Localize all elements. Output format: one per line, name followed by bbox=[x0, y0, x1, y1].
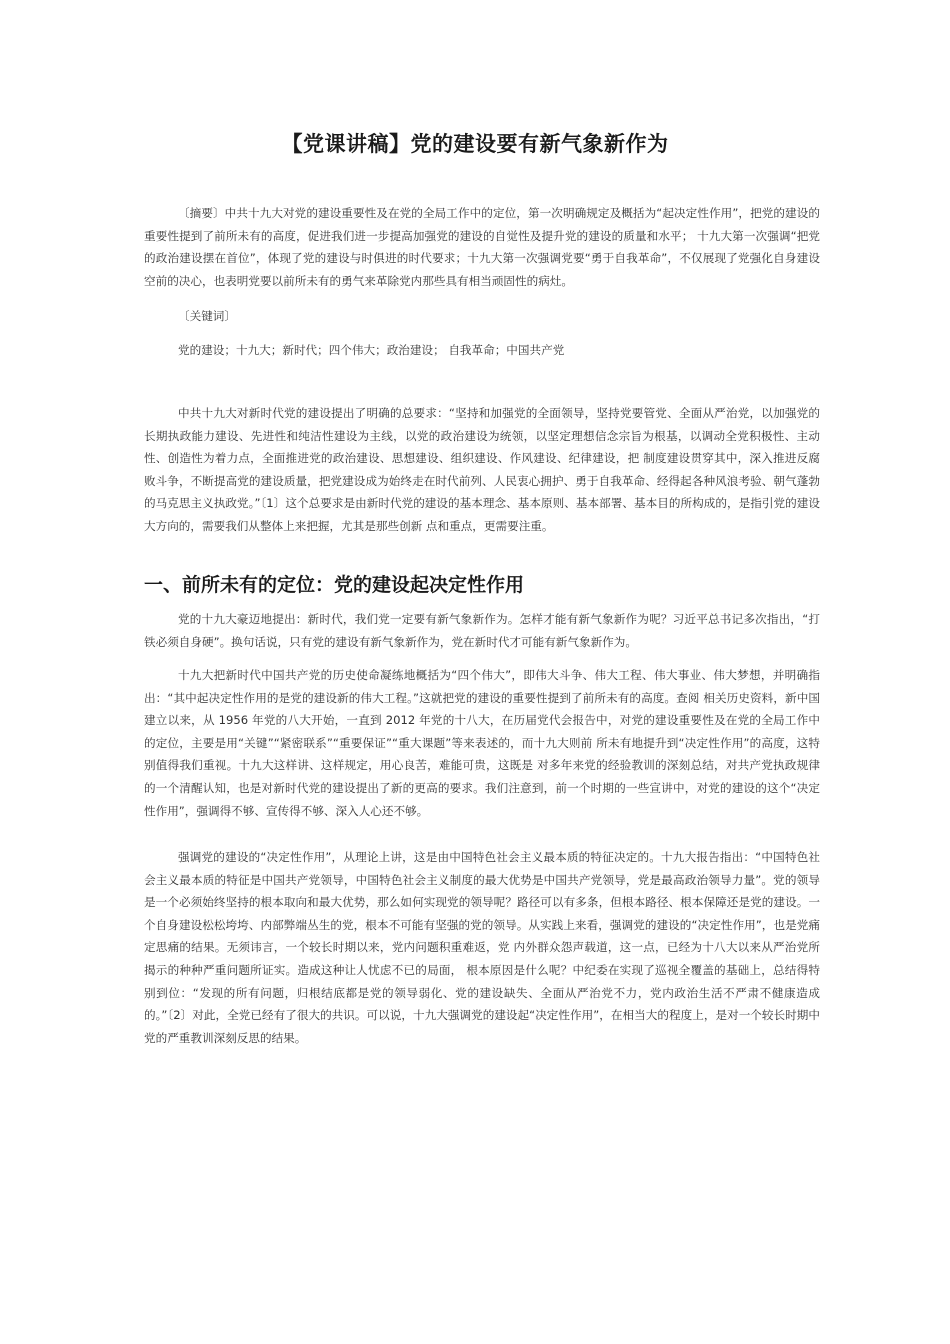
body-paragraph-2: 十九大把新时代中国共产党的历史使命凝练地概括为“四个伟大”，即伟大斗争、伟大工程、伟大事业、伟大梦想，并明确指出：“其中起决定性作用的是党的建设新的伟大工程。”这就把党的建设的重要性提到了前所未有的高度。查阅 相关历史资料，新中国建立以来，从 1956 年党的八大开始，一直到 2012 年党的十八大，在历届党代会报告中，对党的建设重要性及在党的全局工作中的定位，主要是用“关键”“紧密联系”“重要保证”“重大课题”等来表述的，而十九大则前 所未有地提升到“决定性作用”的高度，这特别值得我们重视。十九大这样讲、这样规定，用心良苦，难能可贵，这既是 对多年来党的经验教训的深刻总结，对共产党执政规律的一个清醒认知，也是对新时代党的建设提出了新的更高的要求。我们注意到，前一个时期的一些宣讲中，对党的建设的这个“决定性作用”，强调得不够、宣传得不够、深入人心还不够。 bbox=[144, 668, 820, 818]
intro-paragraph: 中共十九大对新时代党的建设提出了明确的总要求：“坚持和加强党的全面领导，坚持党要管党、全面从严治党，以加强党的长期执政能力建设、先进性和纯洁性建设为主线，以党的政治建设为统领，以坚定理想信念宗旨为根基，以调动全党积极性、主动性、创造性为着力点，全面推进党的政治建设、思想建设、组织建设、作风建设、纪律建设，把 制度建设贯穿其中，深入推进反腐败斗争，不断提高党的建设质量，把党建设成为始终走在时代前列、人民衷心拥护、勇于自我革命、经得起各种风浪考验、朝气蓬勃的马克思主义执政党。”〔1〕这个总要求是由新时代党的建设的基本理念、基本原则、基本部署、基本目的所构成的，是指引党的建设大方向的，需要我们从整体上来把握，尤其是那些创新 点和重点，更需要注重。 bbox=[144, 406, 820, 533]
body-paragraph-1: 党的十九大豪迈地提出：新时代，我们党一定要有新气象新作为。怎样才能有新气象新作为呢？习近平总书记多次指出，“打铁必须自身硬”。换句话说，只有党的建设有新气象新作为，党在新时代才可能有新气象新作为。 bbox=[144, 612, 820, 649]
document-title: 【党课讲稿】党的建设要有新气象新作为 bbox=[281, 132, 669, 156]
keywords-label: 〔关键词〕 bbox=[178, 309, 236, 323]
body-paragraph-3: 强调党的建设的“决定性作用”，从理论上讲，这是由中国特色社会主义最本质的特征决定的。十九大报告指出：“中国特色社会主义最本质的特征是中国共产党领导，中国特色社会主义制度的最大优势是中国共产党领导，党是最高政治领导力量”。党的领导是一个必须始终坚持的根本取向和最大优势，那么如何实现党的领导呢？路径可以有多条，但根本路径、根本保障还是党的建设。一个自身建设松松垮垮、内部弊端丛生的党，根本不可能有坚强的党的领导。从实践上来看，强调党的建设的“决定性作用”，也是党痛定思痛的结果。无须讳言，一个较长时期以来，党内问题积重难返，党 内外群众怨声载道，这一点，已经为十八大以来从严治党所揭示的种种严重问题所证实。造成这种让人忧虑不已的局面， 根本原因是什么呢？中纪委在实现了巡视全覆盖的基础上，总结得特别到位：“发现的所有问题，归根结底都是党的领导弱化、党的建设缺失、全面从严治党不力，党内政治生活不严肃不健康造成的。”〔2〕对此，全党已经有了很大的共识。可以说，十九大强调党的建设起“决定性作用”，在相当大的程度上，是对一个较长时期中党的严重教训深刻反思的结果。 bbox=[144, 850, 820, 1045]
keywords-text: 党的建设；十九大；新时代；四个伟大；政治建设； 自我革命；中国共产党 bbox=[178, 343, 565, 357]
section-heading-1: 一、前所未有的定位：党的建设起决定性作用 bbox=[144, 574, 525, 596]
abstract-paragraph: 〔摘要〕中共十九大对党的建设重要性及在党的全局工作中的定位，第一次明确规定及概括为“起决定性作用”，把党的建设的重要性提到了前所未有的高度，促进我们进一步提高加强党的建设的自觉性及提升党的建设的质量和水平； 十九大第一次强调“把党的政治建设摆在首位”，体现了党的建设与时俱进的时代要求；十九大第一次强调党要“勇于自我革命”，不仅展现了党强化自身建设空前的决心，也表明党要以前所未有的勇气来革除党内那些具有相当顽固性的病灶。 bbox=[144, 206, 820, 288]
